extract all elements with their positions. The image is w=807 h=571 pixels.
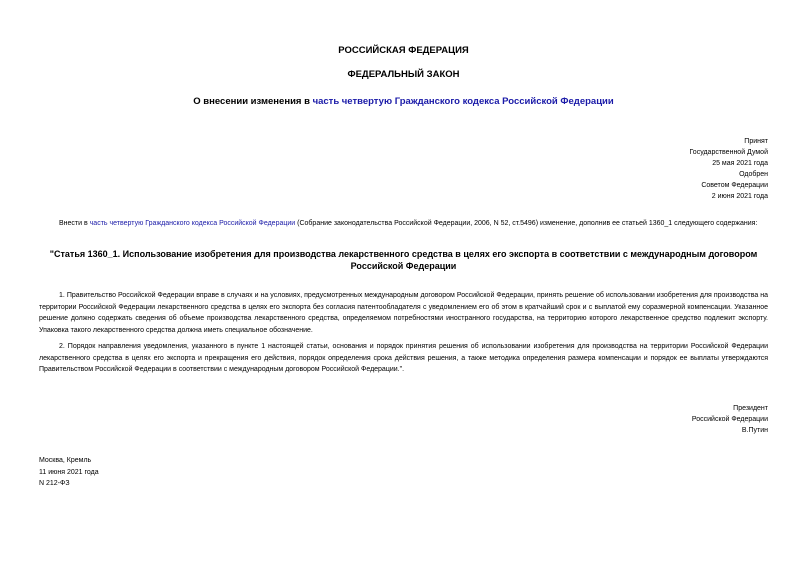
intro-suffix: (Собрание законодательства Российской Федерации, 2006, N 52, ст.5496) изменение, дополнив ее статьей 1360_1 следующего содержания: (295, 220, 758, 227)
signature-name: В.Путин (741, 427, 768, 434)
law-title (0, 96, 807, 108)
signature-country: Российской Федерации (691, 416, 768, 423)
approved-date: 2 июня 2021 года (711, 193, 768, 200)
footer-block (39, 455, 99, 490)
intro-paragraph (39, 218, 768, 230)
approved-by: Советом Федерации (701, 182, 768, 189)
civil-code-link[interactable]: часть четвертую Гражданского кодекса Российской Федерации (312, 96, 614, 107)
federation-heading: РОССИЙСКАЯ ФЕДЕРАЦИЯ (338, 45, 469, 56)
footer-number: N 212-ФЗ (39, 480, 70, 487)
signature-block (692, 403, 768, 436)
adopted-date: 25 мая 2021 года (712, 160, 768, 167)
adopted-by: Государственной Думой (689, 149, 768, 156)
article-paragraph-1: 1. Правительство Российской Федерации вправе в случаях и на условиях, предусмотренных международным договором Российской Федерации, принять решение об использовании изобретения для производства на территории Российской Федерации лекарственного средства в целях его экспорта без согласия патентообладателя с уведомлением его об этом в кратчайший срок и с выплатой ему соразмерной компенсации. Указанное решение должно содержать сведения об объеме производства лекарственного средства, определяемом потребностями иностранного государства, на территорию которого лекарственное средство подлежит экспорту. Упаковка такого лекарственного средства должна иметь специальное обозначение. (39, 292, 768, 334)
signature-title: Президент (733, 405, 768, 412)
adoption-block (689, 136, 768, 202)
article-title: "Статья 1360_1. Использование изобретения для производства лекарственного средства в целях его экспорта в соответствии с международным договором Российской Федерации (49, 249, 758, 271)
law-type-heading: ФЕДЕРАЛЬНЫЙ ЗАКОН (347, 69, 460, 80)
approved-label: Одобрен (739, 171, 768, 178)
footer-place: Москва, Кремль (39, 457, 92, 464)
law-title-prefix: О внесении изменения в (193, 96, 313, 107)
adopted-label: Принят (744, 138, 768, 145)
article-paragraph-2: 2. Порядок направления уведомления, указанного в пункте 1 настоящей статьи, основания и порядок принятия решения об использовании изобретения для производства на территории Российской Федерации лекарственного средства в целях его экспорта и прекращения его действия, порядок определения срока действия решения, а также методика определения размера компенсации и порядок ее выплаты утверждаются Правительством Российской Федерации в соответствии с международным договором Российской Федерации.". (39, 343, 768, 373)
intro-prefix: Внести в (59, 220, 90, 227)
intro-civil-code-link[interactable]: часть четвертую Гражданского кодекса Российской Федерации (89, 220, 296, 227)
footer-date: 11 июня 2021 года (39, 468, 99, 476)
